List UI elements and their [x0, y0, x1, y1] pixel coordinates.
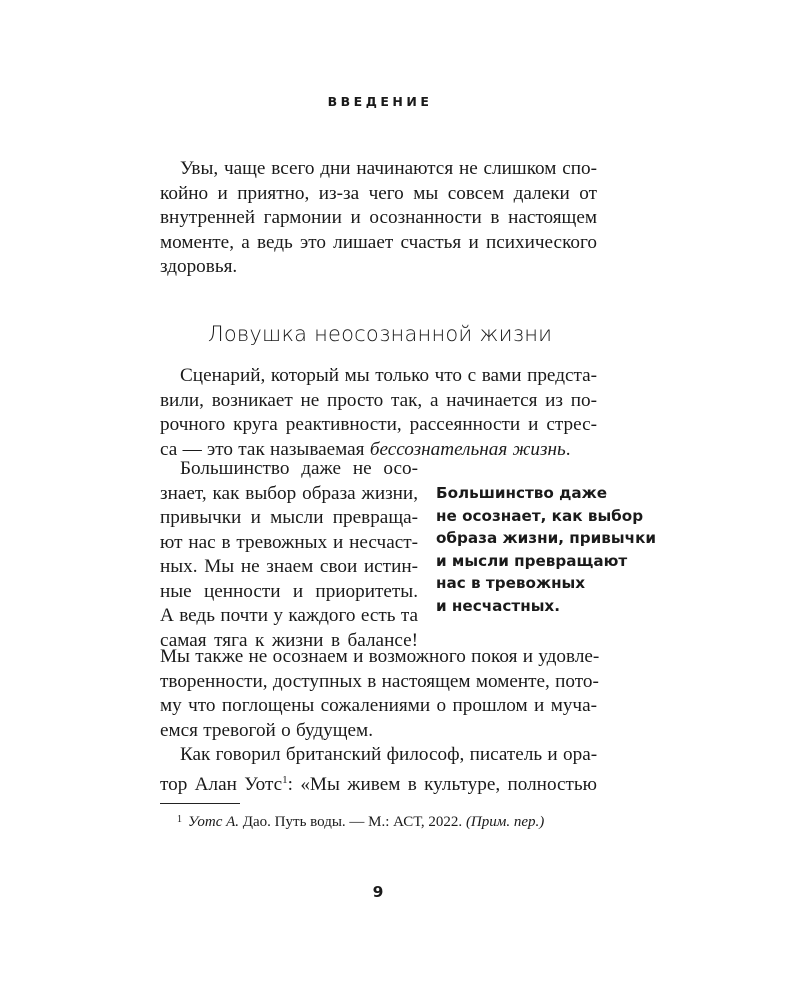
- para1-last-suffix: .: [565, 438, 571, 460]
- footnote-text: Дао. Путь воды. — М.: АСТ, 2022.: [239, 814, 466, 830]
- footnote-note: (Прим. пер.): [465, 814, 545, 830]
- pull-quote: [436, 482, 656, 618]
- para2-line: му что поглощены сожалениями о прошлом и муча-: [160, 695, 597, 716]
- para2-line: ные ценности и приоритеты.: [160, 580, 418, 602]
- intro-line: моменте, а ведь это лишает счастья и психического: [160, 231, 597, 253]
- page-number: 9: [372, 883, 384, 901]
- running-head: ВВЕДЕНИЕ: [327, 94, 433, 109]
- pull-quote-line: не осознает, как выбор: [436, 506, 644, 525]
- footnote-number: 1: [177, 814, 182, 825]
- intro-line: койно и приятно, из-за чего мы совсем далеки от: [160, 182, 597, 204]
- para2-line: привычки и мысли превраща-: [160, 507, 418, 528]
- para2-line: А ведь почти у каждого есть та: [160, 605, 418, 626]
- pull-quote-line: нас в тревожных: [436, 574, 586, 593]
- para1-last-prefix: са — это так называемая: [160, 438, 370, 460]
- footnote-author: Уотс А.: [188, 814, 240, 830]
- pull-quote-line: и несчастных.: [436, 596, 560, 615]
- para1-line: Сценарий, который мы только что с вами предста-: [180, 365, 597, 386]
- para2-line: ют нас в тревожных и несчаст-: [160, 531, 418, 553]
- footnote-rule: [160, 803, 240, 804]
- para3-line2-suffix: : «Мы живем в культуре, полностью: [287, 773, 597, 795]
- intro-line: Увы, чаще всего дни начинаются не слишком спо-: [180, 158, 597, 179]
- footnote-reference[interactable]: 1: [282, 773, 288, 786]
- para2-line: Мы также не осознаем и возможного покоя и удовле-: [160, 646, 600, 667]
- para2-line: емся тревогой о будущем.: [160, 719, 373, 741]
- para2-line: самая тяга к жизни в балансе!: [160, 629, 418, 651]
- intro-line: внутренней гармонии и осознанности в настоящем: [160, 207, 597, 228]
- section-heading: Ловушка неосознанной жизни: [207, 322, 553, 346]
- para2-line: Большинство даже не осо-: [180, 458, 418, 479]
- para1-line: рочного круга реактивности, рассеянности и стрес-: [160, 414, 597, 435]
- para2-line: знает, как выбор образа жизни,: [160, 482, 418, 504]
- para3-line: Как говорил британский философ, писатель и ора-: [180, 744, 598, 765]
- footnote: [177, 814, 544, 831]
- para2-line: ных. Мы не знаем свои истин-: [160, 556, 418, 577]
- para3-line2-prefix: тор Алан Уотс: [160, 773, 283, 795]
- para3-line-2: [160, 768, 597, 793]
- para1-line: вили, возникает не просто так, а начинается из по-: [160, 389, 597, 411]
- intro-line: здоровья.: [160, 256, 238, 277]
- para2-line: творенности, доступных в настоящем моменте, пото-: [160, 670, 599, 692]
- pull-quote-line: Большинство даже: [436, 484, 608, 502]
- para1-last-italic: бессознательная жизнь: [369, 438, 566, 460]
- pull-quote-line: образа жизни, привычки: [436, 529, 657, 548]
- pull-quote-line: и мысли превращают: [436, 551, 628, 570]
